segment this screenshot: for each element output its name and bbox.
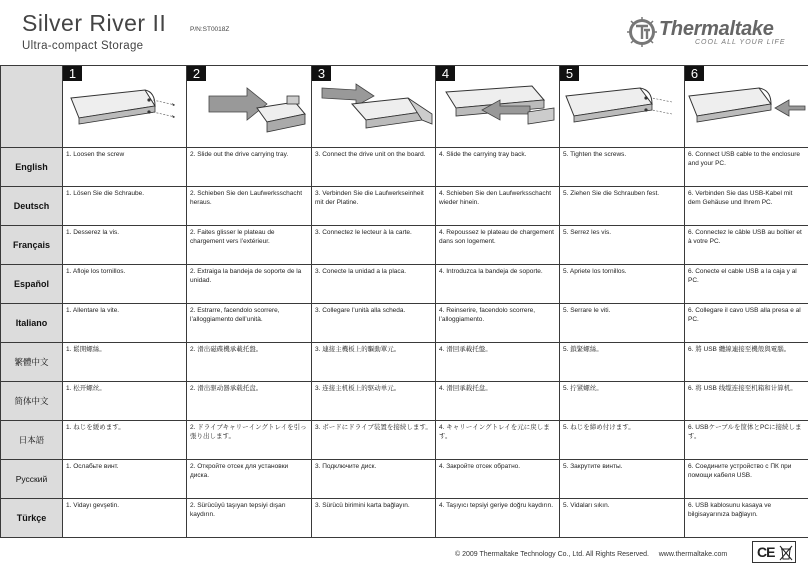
step-text: 2. Faites glisser le plateau de chargement vers l’extérieur. — [187, 226, 312, 265]
step-text: 6. Conecte el cable USB a la caja y al PC. — [685, 265, 808, 304]
step-illustration-5 — [560, 66, 685, 148]
step-text: 4. キャリーイングトレイを元に戻します。 — [436, 421, 560, 460]
step-text: 2. ドライブキャリーイングトレイを引っ張り出します。 — [187, 421, 312, 460]
step-illustration-4 — [436, 66, 560, 148]
row-francais — [1, 226, 808, 265]
step-illustration-1 — [63, 66, 187, 148]
step-text: 6. USBケーブルを筐体とPCに接続します。 — [685, 421, 808, 460]
step-text: 6. USB kablosunu kasaya ve bilgisayarınıza bağlayın. — [685, 499, 808, 538]
language-label: Italiano — [1, 304, 63, 343]
step-text: 4. Introduzca la bandeja de soporte. — [436, 265, 560, 304]
step-text: 1. Allentare la vite. — [63, 304, 187, 343]
step-text: 2. Slide out the drive carrying tray. — [187, 148, 312, 187]
row-traditional-chinese — [1, 343, 808, 382]
step-number: 5 — [560, 66, 579, 81]
step-text: 6. Collegare il cavo USB alla presa e al PC. — [685, 304, 808, 343]
step-text: 2. Estrarre, facendolo scorrere, l’alloggiamento dell’unità. — [187, 304, 312, 343]
language-label: English — [1, 148, 63, 187]
step-text: 4. Slide the carrying tray back. — [436, 148, 560, 187]
step-text: 3. Connect the drive unit on the board. — [312, 148, 436, 187]
tighten-screws-icon — [560, 66, 685, 148]
step-number: 2 — [187, 66, 206, 81]
step-text: 2. Sürücüyü taşıyan tepsiyi dışarı kaydırın. — [187, 499, 312, 538]
step-number: 6 — [685, 66, 704, 81]
step-text: 6. 將 USB 纜線連接至機殼與電腦。 — [685, 343, 808, 382]
step-text: 3. Sürücü birimini karta bağlayın. — [312, 499, 436, 538]
connect-drive-icon — [312, 66, 436, 148]
step-text: 1. Afloje los tornillos. — [63, 265, 187, 304]
enclosure-screw-icon — [63, 66, 187, 148]
row-simplified-chinese — [1, 382, 808, 421]
step-text: 3. 连接主机板上的驱动单元。 — [312, 382, 436, 421]
brand-name: Thermaltake — [659, 18, 774, 40]
step-text: 5. Закрутите винты. — [560, 460, 685, 499]
language-label: 简体中文 — [1, 382, 63, 421]
step-text: 3. Connectez le lecteur à la carte. — [312, 226, 436, 265]
usb-cable-icon — [685, 66, 808, 148]
language-label: 繁體中文 — [1, 343, 63, 382]
row-russian — [1, 460, 808, 499]
step-text: 1. Desserez la vis. — [63, 226, 187, 265]
step-text: 4. Repoussez le plateau de chargement dans son logement. — [436, 226, 560, 265]
slide-tray-back-icon — [436, 66, 560, 148]
step-text: 3. Conecte la unidad a la placa. — [312, 265, 436, 304]
step-text: 6. Connect USB cable to the enclosure and your PC. — [685, 148, 808, 187]
step-text: 2. 滑出驱动器承载托盘。 — [187, 382, 312, 421]
corner-cell — [1, 66, 63, 148]
step-text: 1. ねじを緩めます。 — [63, 421, 187, 460]
step-text: 5. Tighten the screws. — [560, 148, 685, 187]
part-number: P/N:ST0018Z — [190, 26, 230, 33]
step-illustration-6 — [685, 66, 808, 148]
step-illustration-3 — [312, 66, 436, 148]
language-label: Français — [1, 226, 63, 265]
language-label: Español — [1, 265, 63, 304]
step-text: 2. Schieben Sie den Laufwerksschacht heraus. — [187, 187, 312, 226]
illustration-row — [1, 66, 808, 148]
language-label: 日本語 — [1, 421, 63, 460]
step-text: 5. ねじを締め付けます。 — [560, 421, 685, 460]
row-turkish — [1, 499, 808, 538]
step-text: 4. Schieben Sie den Laufwerksschacht wieder hinein. — [436, 187, 560, 226]
step-text: 5. Vidaları sıkın. — [560, 499, 685, 538]
step-text: 5. 拧紧螺丝。 — [560, 382, 685, 421]
step-number: 4 — [436, 66, 455, 81]
step-text: 3. ボードにドライブ装置を接続します。 — [312, 421, 436, 460]
copyright-text: © 2009 Thermaltake Technology Co., Ltd. All Rights Reserved. — [455, 551, 650, 558]
step-text: 6. Соедините устройство с ПК при помощи кабеля USB. — [685, 460, 808, 499]
step-text: 1. 松开螺丝。 — [63, 382, 187, 421]
brand-slogan: COOL ALL YOUR LIFE — [695, 39, 786, 46]
step-text: 1. Vidayı gevşetin. — [63, 499, 187, 538]
row-espanol — [1, 265, 808, 304]
tt-emblem-icon — [627, 17, 657, 47]
language-label: Deutsch — [1, 187, 63, 226]
step-text: 1. Loosen the screw — [63, 148, 187, 187]
language-label: Русский — [1, 460, 63, 499]
language-label: Türkçe — [1, 499, 63, 538]
step-text: 4. Reinserire, facendolo scorrere, l’alloggiamento. — [436, 304, 560, 343]
row-english — [1, 148, 808, 187]
product-title: Silver River II — [22, 10, 167, 36]
step-text: 6. Verbinden Sie das USB-Kabel mit dem Gehäuse und Ihrem PC. — [685, 187, 808, 226]
step-text: 5. Apriete los tornillos. — [560, 265, 685, 304]
ce-certification-icon — [752, 541, 796, 563]
step-text: 4. Закройте отсек обратно. — [436, 460, 560, 499]
product-subtitle: Ultra-compact Storage — [22, 40, 144, 52]
footer — [455, 551, 727, 558]
step-text: 5. Ziehen Sie die Schrauben fest. — [560, 187, 685, 226]
step-text: 5. 鎖緊螺絲。 — [560, 343, 685, 382]
step-text: 1. 鬆開螺絲。 — [63, 343, 187, 382]
step-text: 3. 連接主機板上的驅動單元。 — [312, 343, 436, 382]
instruction-table — [0, 65, 808, 538]
step-text: 5. Serrare le viti. — [560, 304, 685, 343]
website-link[interactable]: www.thermaltake.com — [658, 551, 728, 558]
step-text: 3. Collegare l’unità alla scheda. — [312, 304, 436, 343]
header — [0, 0, 808, 64]
step-text: 3. Подключите диск. — [312, 460, 436, 499]
step-text: 3. Verbinden Sie die Laufwerkseinheit mit der Platine. — [312, 187, 436, 226]
step-text: 4. 滑回承載托盤。 — [436, 343, 560, 382]
step-text: 2. 滑出磁碟機承載托盤。 — [187, 343, 312, 382]
step-text: 4. 滑回承载托盘。 — [436, 382, 560, 421]
row-italiano — [1, 304, 808, 343]
step-number: 3 — [312, 66, 331, 81]
weee-bin-icon — [779, 545, 793, 561]
step-text: 2. Extraiga la bandeja de soporte de la unidad. — [187, 265, 312, 304]
step-illustration-2 — [187, 66, 312, 148]
row-japanese — [1, 421, 808, 460]
step-text: 4. Taşıyıcı tepsiyi geriye doğru kaydırın. — [436, 499, 560, 538]
step-text: 1. Lösen Sie die Schraube. — [63, 187, 187, 226]
ce-label: CE — [757, 544, 775, 560]
step-text: 6. Connectez le câble USB au boîtier et à votre PC. — [685, 226, 808, 265]
step-number: 1 — [63, 66, 82, 81]
thermaltake-logo — [627, 17, 787, 51]
step-text: 1. Ослабьте винт. — [63, 460, 187, 499]
step-text: 5. Serrez les vis. — [560, 226, 685, 265]
row-deutsch — [1, 187, 808, 226]
step-text: 2. Откройте отсек для установки диска. — [187, 460, 312, 499]
step-text: 6. 将 USB 线缆连接至机箱和计算机。 — [685, 382, 808, 421]
slide-out-tray-icon — [187, 66, 312, 148]
